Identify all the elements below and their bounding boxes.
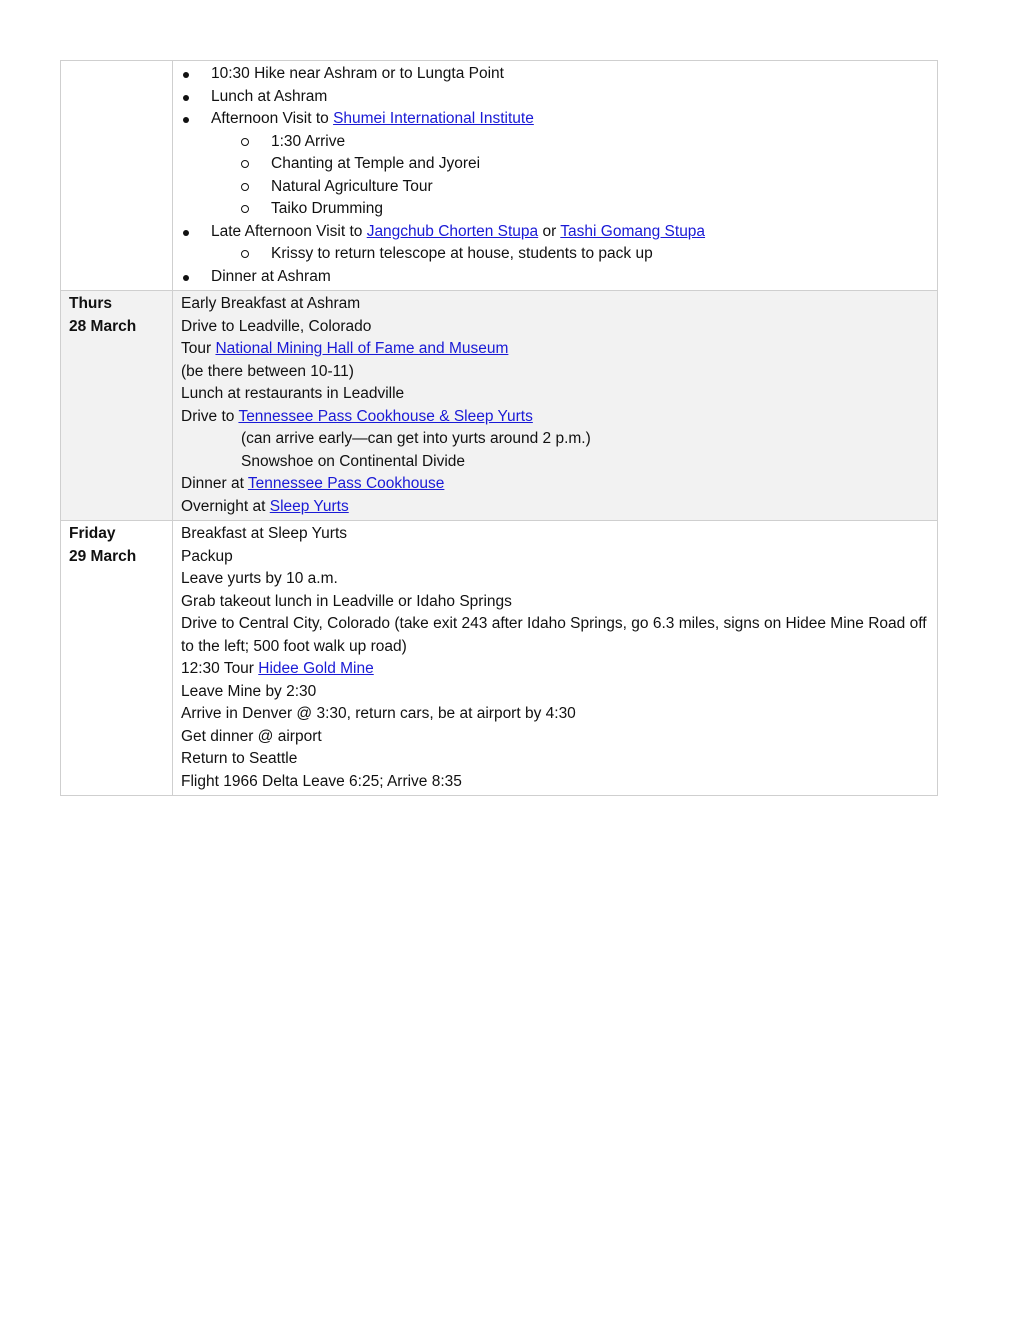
activity-line: Drive to Tennessee Pass Cookhouse & Sleep Yurts	[181, 407, 533, 425]
day-cell	[61, 521, 173, 795]
activity-line: Return to Seattle	[181, 750, 298, 767]
day-cell-empty	[61, 61, 173, 290]
activity-line: (can arrive early—can get into yurts around 2 p.m.)	[241, 430, 591, 447]
sub-list-item: Natural Agriculture Tour	[181, 176, 929, 199]
list-item: Afternoon Visit to Shumei International Institute	[181, 108, 929, 131]
activities-cell	[173, 291, 937, 520]
activity-line: Early Breakfast at Ashram	[181, 295, 361, 312]
day-label: Thurs	[69, 295, 113, 312]
itinerary-table	[60, 60, 938, 796]
link-national-mining-hall-of-fame[interactable]: National Mining Hall of Fame and Museum	[215, 340, 509, 357]
link-hidee-gold-mine[interactable]: Hidee Gold Mine	[258, 660, 374, 677]
activity-line: Dinner at Tennessee Pass Cookhouse	[181, 475, 445, 492]
activity-line: Flight 1966 Delta Leave 6:25; Arrive 8:35	[181, 772, 462, 790]
link-shumei-institute[interactable]: Shumei International Institute	[333, 110, 534, 127]
activity-line: Get dinner @ airport	[181, 727, 322, 745]
hollow-bullet-icon	[241, 250, 249, 258]
sub-list-item: Krissy to return telescope at house, students to pack up	[181, 243, 929, 266]
activity-line: Leave Mine by 2:30	[181, 682, 317, 700]
link-tennessee-pass-cookhouse-sleep-yurts[interactable]: Tennessee Pass Cookhouse & Sleep Yurts	[238, 407, 533, 425]
activity-line: Drive to Leadville, Colorado	[181, 317, 372, 335]
activity-line: Overnight at Sleep Yurts	[181, 497, 349, 515]
hollow-bullet-icon	[241, 160, 249, 168]
activity-line: 12:30 Tour Hidee Gold Mine	[181, 660, 374, 677]
hollow-bullet-icon	[241, 183, 249, 191]
bullet-icon	[183, 72, 189, 78]
list-item: 10:30 Hike near Ashram or to Lungta Point	[181, 63, 929, 86]
activity-line: Arrive in Denver @ 3:30, return cars, be at airport by 4:30	[181, 705, 576, 722]
hollow-bullet-icon	[241, 205, 249, 213]
activity-line: (be there between 10-11)	[181, 362, 354, 380]
date-label: 28 March	[69, 317, 137, 335]
activity-line: Drive to Central City, Colorado (take exit 243 after Idaho Springs, go 6.3 miles, signs on Hidee Mine Road off to the left; 500 foot walk up road)	[181, 615, 927, 655]
link-jangchub-chorten-stupa[interactable]: Jangchub Chorten Stupa	[366, 222, 539, 240]
link-tennessee-pass-cookhouse[interactable]: Tennessee Pass Cookhouse	[247, 475, 445, 492]
list-item: Dinner at Ashram	[181, 266, 929, 289]
table-row	[61, 290, 937, 520]
bullet-icon	[183, 95, 189, 101]
bullet-icon	[183, 230, 189, 236]
activity-line: Lunch at restaurants in Leadville	[181, 385, 405, 402]
activity-line: Breakfast at Sleep Yurts	[181, 525, 348, 542]
day-label: Friday	[69, 525, 116, 542]
activity-line: Tour National Mining Hall of Fame and Museum	[181, 340, 509, 357]
sub-list-item: Chanting at Temple and Jyorei	[181, 153, 929, 176]
activity-line: Leave yurts by 10 a.m.	[181, 570, 338, 587]
link-sleep-yurts[interactable]: Sleep Yurts	[269, 497, 349, 515]
date-label: 29 March	[69, 547, 137, 565]
bullet-icon	[183, 275, 189, 281]
activity-line: Snowshoe on Continental Divide	[241, 452, 466, 470]
list-item: Lunch at Ashram	[181, 86, 929, 109]
table-row	[61, 520, 937, 795]
link-tashi-gomang-stupa[interactable]: Tashi Gomang Stupa	[560, 222, 706, 240]
day-cell	[61, 291, 173, 520]
activity-line: Grab takeout lunch in Leadville or Idaho Springs	[181, 592, 512, 610]
sub-list-item: Taiko Drumming	[181, 198, 929, 221]
activities-cell	[173, 61, 937, 290]
bullet-icon	[183, 117, 189, 123]
activities-cell	[173, 521, 937, 795]
activity-line: Packup	[181, 547, 233, 565]
table-row	[61, 61, 937, 290]
hollow-bullet-icon	[241, 138, 249, 146]
list-item: Late Afternoon Visit to Jangchub Chorten Stupa or Tashi Gomang Stupa	[181, 221, 929, 244]
sub-list-item: 1:30 Arrive	[181, 131, 929, 154]
